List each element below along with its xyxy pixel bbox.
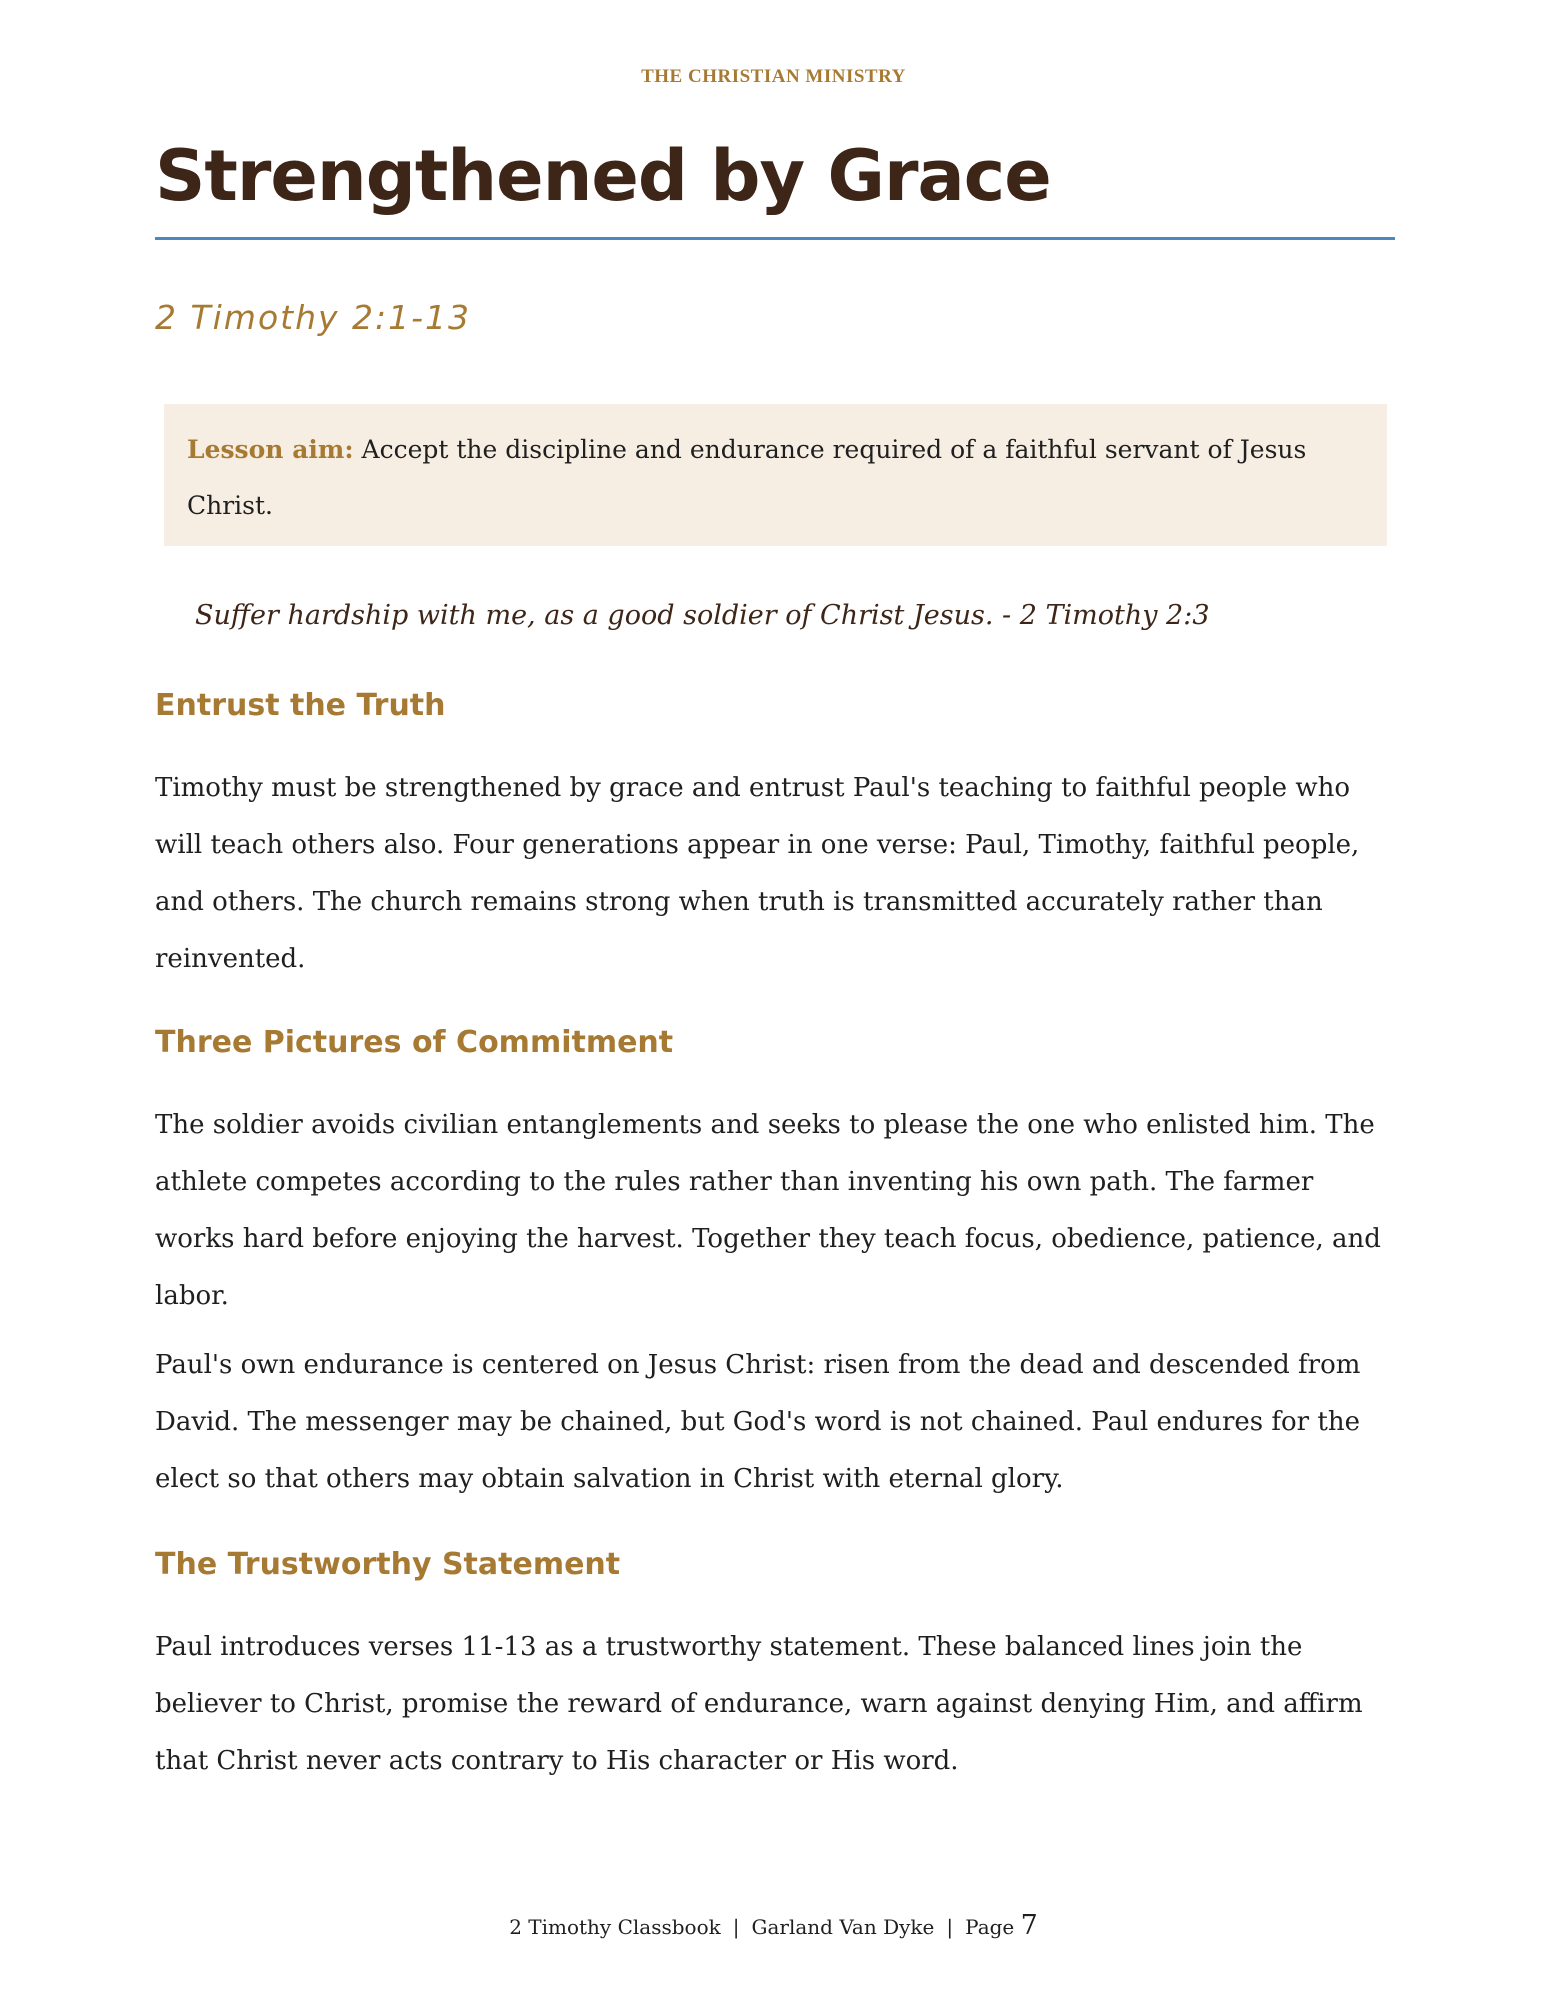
section-paragraph: The soldier avoids civilian entanglements and seeks to please the one who enlisted him. The athlete competes according to the rules rather than inventing his own path. The farmer works hard before enjoying the harvest. Together they teach focus, obedience, patience, and labor. (155, 1110, 1381, 1311)
lesson-aim-text (187, 422, 1363, 534)
footer-page-number: 7 (1020, 1910, 1038, 1941)
lesson-aim-body: Accept the discipline and endurance required of a faithful servant of Jesus Christ. (187, 435, 1307, 520)
key-verse-quote: Suffer hardship with me, as a good soldier of Christ Jesus. - 2 Timothy 2:3 (195, 600, 1210, 631)
footer-author: Garland Van Dyke (751, 1915, 935, 1939)
lesson-aim-label: Lesson aim: (187, 435, 354, 464)
page-title: Strengthened by Grace (155, 135, 1051, 217)
section-heading-trustworthy-statement: The Trustworthy Statement (155, 1547, 621, 1582)
footer-separator: | (946, 1915, 954, 1939)
footer-separator: | (732, 1915, 740, 1939)
section-heading-entrust-the-truth: Entrust the Truth (155, 688, 446, 723)
title-underline (155, 237, 1395, 240)
footer-book-title: 2 Timothy Classbook (509, 1915, 721, 1939)
section-paragraph: Paul introduces verses 11-13 as a trustworthy statement. These balanced lines join the believer to Christ, promise the reward of endurance, warn against denying Him, and affirm that Christ never acts contrary to His character or His word. (155, 1632, 1363, 1776)
section-heading-three-pictures: Three Pictures of Commitment (155, 1025, 674, 1060)
lesson-aim-box (164, 404, 1387, 546)
section-paragraph: Timothy must be strengthened by grace and entrust Paul's teaching to faithful people who will teach others also. Four generations appear in one verse: Paul, Timothy, faithful people, and others. The church remains strong when truth is transmitted accurately rather than reinvented. (155, 773, 1360, 974)
section-paragraph: Paul's own endurance is centered on Jesus Christ: risen from the dead and descended from David. The messenger may be chained, but God's word is not chained. Paul endures for the elect so that others may obtain salvation in Christ with eternal glory. (155, 1350, 1361, 1494)
scripture-reference: 2 Timothy 2:1-13 (155, 298, 472, 337)
page-footer (0, 1910, 1547, 1941)
running-header: THE CHRISTIAN MINISTRY (641, 66, 906, 87)
footer-page-label: Page (965, 1915, 1015, 1939)
